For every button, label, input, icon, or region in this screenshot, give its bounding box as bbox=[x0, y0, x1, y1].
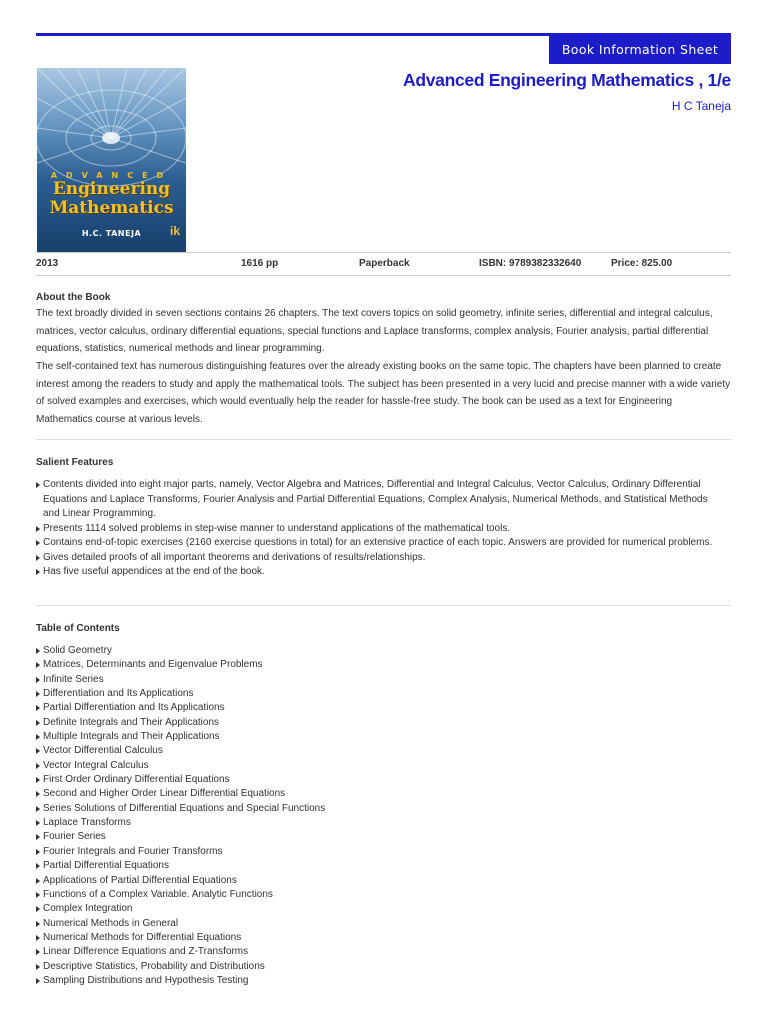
book-cover-image bbox=[37, 68, 186, 252]
list-item: Contains end-of-topic exercises (2160 exercise questions in total) for an extensive practice of each topic. Answers are provided for numerical problems. bbox=[36, 536, 726, 551]
about-heading: About the Book bbox=[36, 292, 111, 303]
toc-item: Applications of Partial Differential Equations bbox=[36, 874, 726, 888]
meta-pages: 1616 pp bbox=[241, 258, 279, 269]
toc-item: Descriptive Statistics, Probability and Distributions bbox=[36, 960, 726, 974]
cover-title-line2: Mathematics bbox=[49, 198, 174, 218]
toc-item: Solid Geometry bbox=[36, 644, 726, 658]
section-divider bbox=[36, 605, 731, 606]
toc-item: Numerical Methods for Differential Equations bbox=[36, 931, 726, 945]
book-title: Advanced Engineering Mathematics , 1/e bbox=[402, 70, 731, 90]
toc-item: Vector Differential Calculus bbox=[36, 744, 726, 758]
meta-year: 2013 bbox=[36, 258, 59, 269]
section-divider bbox=[36, 439, 731, 440]
cover-word-advanced: ADVANCED bbox=[50, 171, 173, 180]
toc-item: Numerical Methods in General bbox=[36, 917, 726, 931]
publisher-logo-icon: ik bbox=[169, 224, 180, 238]
toc-item: Partial Differentiation and Its Applications bbox=[36, 701, 726, 715]
book-meta-bar bbox=[36, 252, 731, 276]
toc-item: Infinite Series bbox=[36, 673, 726, 687]
toc-item: Partial Differential Equations bbox=[36, 859, 726, 873]
book-author: H C Taneja bbox=[671, 99, 731, 113]
toc-item: First Order Ordinary Differential Equations bbox=[36, 773, 726, 787]
meta-isbn: ISBN: 9789382332640 bbox=[479, 258, 582, 269]
toc-item: Fourier Integrals and Fourier Transforms bbox=[36, 845, 726, 859]
toc-item: Complex Integration bbox=[36, 902, 726, 916]
toc-item: Fourier Series bbox=[36, 830, 726, 844]
toc-list bbox=[36, 644, 726, 988]
features-list bbox=[36, 478, 726, 580]
about-paragraph-1: The text broadly divided in seven sections contains 26 chapters. The text covers topics on solid geometry, infinite series, differential and integral calculus, matrices, vector calculus, ordinary differential equations, special functions and Laplace transforms, complex analysis, Fourier analysis, partial differential equations, statistics, numerical methods and linear programming. bbox=[36, 308, 713, 354]
toc-item: Differentiation and Its Applications bbox=[36, 687, 726, 701]
list-item: Has five useful appendices at the end of the book. bbox=[36, 565, 726, 580]
toc-item: Linear Difference Equations and Z-Transforms bbox=[36, 945, 726, 959]
toc-heading: Table of Contents bbox=[36, 623, 120, 634]
cover-title bbox=[37, 180, 186, 218]
cover-tunnel-graphic bbox=[37, 68, 186, 252]
cover-author: H.C. TANEJA bbox=[81, 229, 142, 238]
list-item: Presents 1114 solved problems in step-wise manner to understand applications of the mathematical tools. bbox=[36, 522, 726, 537]
about-paragraph-2: The self-contained text has numerous distinguishing features over the already existing books on the same topic. The chapters have been planned to create interest among the readers to study and apply the mathematical tools. The subject has been presented in a very lucid and precise manner with a wide variety of solved examples and exercises, which would eventually help the reader for hassle-free study. The book can be used as a text for Engineering Mathematics course at various levels. bbox=[36, 361, 731, 425]
toc-item: Second and Higher Order Linear Differential Equations bbox=[36, 787, 726, 801]
toc-item: Series Solutions of Differential Equations and Special Functions bbox=[36, 802, 726, 816]
list-item: Contents divided into eight major parts, namely, Vector Algebra and Matrices, Differential and Integral Calculus, Vector Calculus, Ordinary Differential Equations and Laplace Transforms, Fourier Analysis and Partial Differential Equations, Complex Analysis, Numerical Methods, and Statistical Methods and Linear Programming. bbox=[36, 478, 726, 522]
toc-item: Definite Integrals and Their Applications bbox=[36, 716, 726, 730]
meta-binding: Paperback bbox=[359, 258, 410, 269]
cover-title-line1: Engineering bbox=[52, 179, 171, 199]
toc-item: Functions of a Complex Variable. Analytic Functions bbox=[36, 888, 726, 902]
toc-item: Vector Integral Calculus bbox=[36, 759, 726, 773]
features-heading: Salient Features bbox=[36, 457, 114, 468]
sheet-label: Book Information Sheet bbox=[549, 36, 731, 64]
toc-item: Laplace Transforms bbox=[36, 816, 726, 830]
list-item: Gives detailed proofs of all important theorems and derivations of results/relationships. bbox=[36, 551, 726, 566]
toc-item: Matrices, Determinants and Eigenvalue Problems bbox=[36, 658, 726, 672]
meta-price: Price: 825.00 bbox=[611, 258, 673, 269]
toc-item: Multiple Integrals and Their Applications bbox=[36, 730, 726, 744]
toc-item: Sampling Distributions and Hypothesis Testing bbox=[36, 974, 726, 988]
